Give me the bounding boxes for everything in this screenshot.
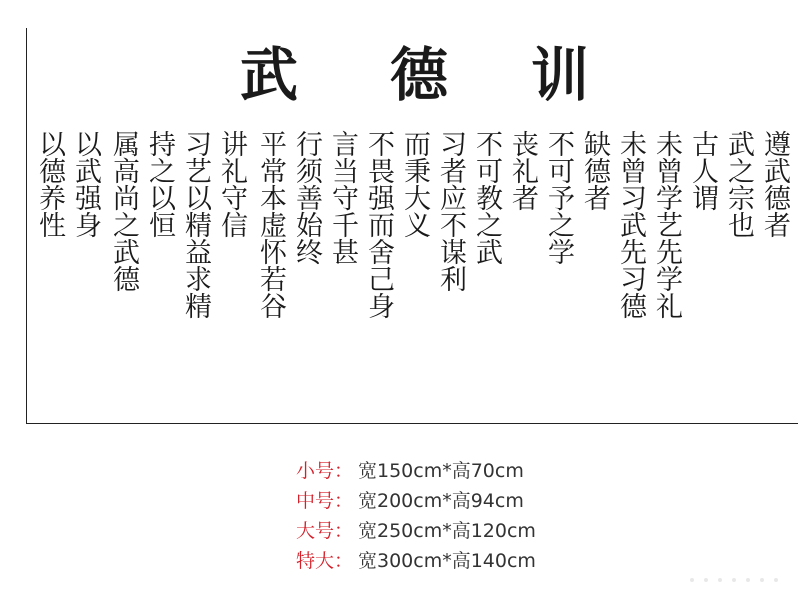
size-option (296, 486, 536, 516)
poem-column: 武之宗也 (723, 130, 754, 238)
size-name: 特大： (296, 550, 354, 572)
poem-column: 习者应不谋利 (435, 130, 466, 292)
poem-column: 习艺以精益求精 (180, 130, 211, 319)
size-option (296, 456, 536, 486)
watermark-dots (690, 572, 790, 588)
size-name: 小号： (296, 460, 354, 482)
poem-column: 未曾学艺先学礼 (651, 130, 682, 319)
poem-column: 行须善始终 (291, 130, 322, 265)
size-dimensions: 宽200cm*高94cm (358, 490, 524, 512)
poem-column: 缺德者 (579, 130, 610, 211)
poem-column: 古人谓 (687, 130, 718, 211)
poem-column: 言当守千甚 (327, 130, 358, 265)
title-char: 德 (390, 41, 449, 109)
poem-body (0, 130, 799, 400)
poem-column: 而秉大义 (399, 130, 430, 238)
poem-column: 遵武德者 (759, 130, 790, 238)
poem-column: 属高尚之武德 (108, 130, 139, 292)
size-option (296, 516, 536, 546)
poem-column: 以武强身 (70, 130, 101, 238)
size-name: 中号： (296, 490, 354, 512)
poem-title (0, 40, 799, 110)
poem-column: 讲礼守信 (216, 130, 247, 238)
poem-column: 不可教之武 (471, 130, 502, 265)
size-dimensions: 宽300cm*高140cm (358, 550, 536, 572)
poem-column: 未曾习武先习德 (615, 130, 646, 319)
poem-column: 以德养性 (34, 130, 65, 238)
size-option (296, 546, 536, 576)
size-name: 大号： (296, 520, 354, 542)
poem-column: 丧礼者 (507, 130, 538, 211)
size-dimensions: 宽150cm*高70cm (358, 460, 524, 482)
poem-column: 持之以恒 (144, 130, 175, 238)
poem-column: 不可予之学 (543, 130, 574, 265)
size-dimensions: 宽250cm*高120cm (358, 520, 536, 542)
poem-column: 不畏强而舍己身 (363, 130, 394, 319)
title-char: 武 (240, 41, 299, 109)
poem-column: 平常本虚怀若谷 (255, 130, 286, 319)
size-list (296, 456, 536, 576)
title-char: 训 (531, 41, 590, 109)
